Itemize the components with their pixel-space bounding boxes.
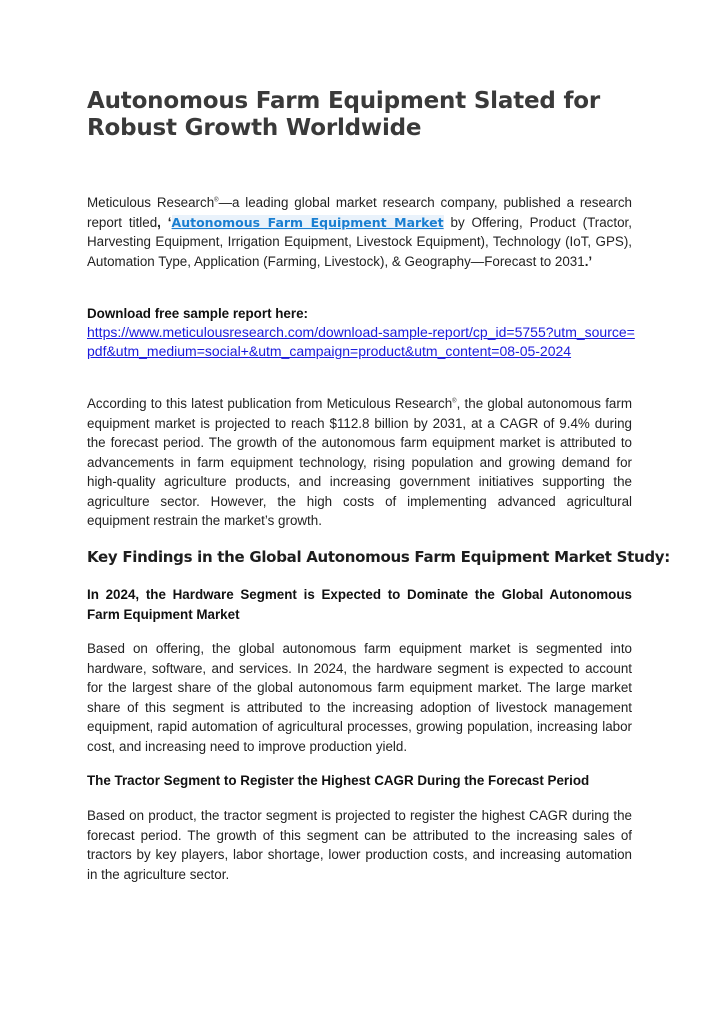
intro-paragraph xyxy=(87,193,632,271)
intro-text-1: Meticulous Research xyxy=(87,195,215,210)
tractor-segment-heading: The Tractor Segment to Register the Highest CAGR During the Forecast Period xyxy=(87,773,590,788)
tractor-segment-paragraph: Based on product, the tractor segment is projected to register the highest CAGR during the forecast period. The growth of this segment can be attributed to the increasing sales of tractors by key players, labor shortage, lower production costs, and increasing automation in the agriculture sector. xyxy=(87,808,632,882)
download-label: Download free sample report here: xyxy=(87,306,308,321)
intro-text-2: —a leading global market research company, published a research report titled xyxy=(87,195,632,230)
intro-end: .’ xyxy=(584,253,593,269)
intro-comma: , ‘ xyxy=(157,214,172,230)
intro-text-3: by Offering, Product (Tractor, Harvesting Equipment, Irrigation Equipment, Livestock Equipment), Technology (IoT, GPS), Automation Type, Application (Farming, Livestock), & Geography—Forecast to 2031 xyxy=(87,214,632,269)
page-title: Autonomous Farm Equipment Slated for Robust Growth Worldwide xyxy=(87,88,601,141)
hardware-segment-heading: In 2024, the Hardware Segment is Expected to Dominate the Global Autonomous Farm Equipment Market xyxy=(87,587,632,622)
overview-text-1: According to this latest publication from Meticulous Research xyxy=(87,396,453,411)
registered-mark: ® xyxy=(452,398,457,405)
overview-text-2: , the global autonomous farm equipment market is projected to reach $112.8 billion by 2031, at a CAGR of 9.4% during the forecast period. The growth of the autonomous farm equipment market is attributed to advancements in farm equipment technology, rising population and growing demand for high-quality agriculture products, and increasing government initiatives supporting the agriculture sector. However, the high costs of implementing advanced agricultural equipment restrain the market’s growth. xyxy=(87,396,632,528)
download-sample-link[interactable]: https://www.meticulousresearch.com/download-sample-report/cp_id=5755?utm_source=pdf&utm_medium=social+&utm_campaign=product&utm_content=08-05-2024 xyxy=(87,324,635,359)
key-findings-heading: Key Findings in the Global Autonomous Farm Equipment Market Study: xyxy=(87,548,670,566)
registered-mark: ® xyxy=(214,197,219,204)
report-title-link[interactable]: Autonomous Farm Equipment Market xyxy=(171,214,444,230)
hardware-segment-paragraph: Based on offering, the global autonomous farm equipment market is segmented into hardware, software, and services. In 2024, the hardware segment is expected to account for the largest share of the global autonomous farm equipment market. The large market share of this segment is attributed to the increasing adoption of livestock management equipment, rapid automation of agricultural processes, growing population, increasing labor cost, and increasing need to improve production yield. xyxy=(87,641,632,754)
market-overview-paragraph xyxy=(87,394,632,531)
